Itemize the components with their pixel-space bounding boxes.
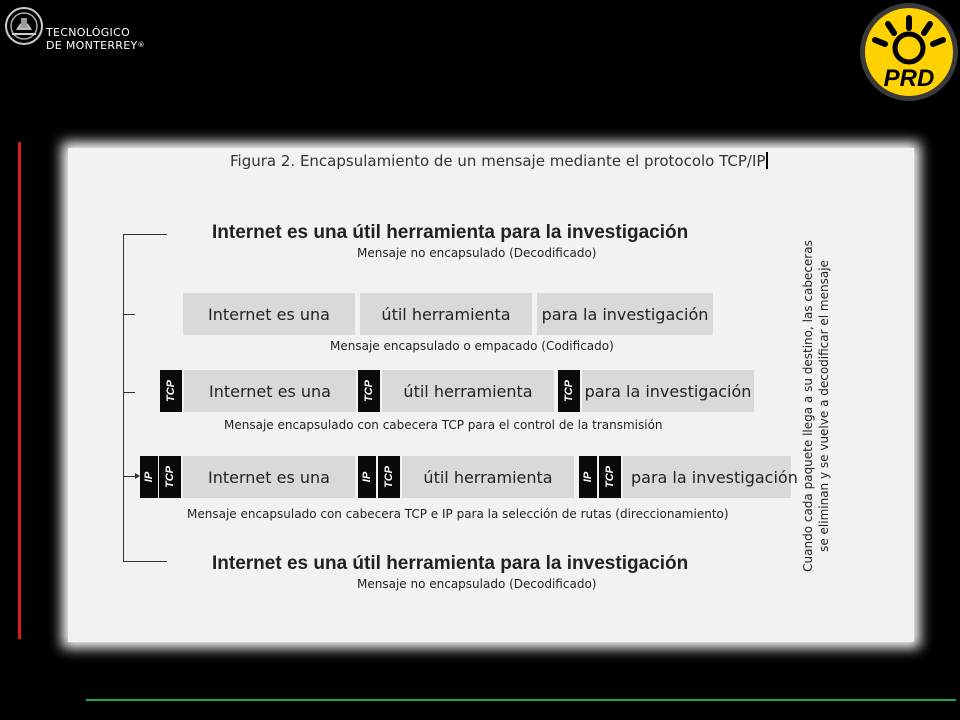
flow-bracket: [123, 234, 124, 561]
caption-tcp: Mensaje encapsulado con cabecera TCP para el control de la transmisión: [224, 418, 663, 432]
tcp-header: TCP: [160, 370, 182, 412]
red-accent-line: [18, 142, 21, 639]
side-note: [794, 234, 838, 578]
caption-ip-tcp: Mensaje encapsulado con cabecera TCP e IP para la selección de rutas (direccionamiento): [187, 507, 729, 521]
ip-header: IP: [579, 456, 597, 498]
ip-tcp-segment-3: para la investigación: [623, 456, 791, 498]
text-cursor: [766, 152, 768, 169]
figure-card: [68, 148, 914, 642]
ip-header: IP: [358, 456, 376, 498]
ip-header: IP: [140, 456, 158, 498]
segment-1: Internet es una: [183, 293, 355, 335]
bracket-tick-arrow: [123, 476, 137, 477]
institution-name: [46, 26, 145, 52]
tcp-header: TCP: [558, 370, 580, 412]
institution-name-line2: DE MONTERREY: [46, 39, 138, 52]
segment-3: para la investigación: [537, 293, 713, 335]
institution-name-line1: TECNOLÓGICO: [46, 26, 131, 39]
registered-mark: ®: [137, 41, 145, 49]
tcp-header: TCP: [159, 456, 181, 498]
figure-title: [230, 152, 768, 170]
bracket-tick: [123, 561, 167, 562]
tec-seal-icon: [4, 4, 50, 50]
tcp-header: TCP: [358, 370, 380, 412]
tcp-header: TCP: [599, 456, 621, 498]
green-accent-line: [86, 699, 956, 701]
bracket-tick: [123, 314, 135, 315]
caption-decoded-top: Mensaje no encapsulado (Decodificado): [357, 246, 597, 260]
segment-2: útil herramienta: [360, 293, 532, 335]
tcp-segment-1: Internet es una: [184, 370, 356, 412]
prd-logo-text: PRD: [883, 65, 935, 92]
prd-sun-icon: [858, 0, 960, 104]
caption-decoded-bottom: Mensaje no encapsulado (Decodificado): [357, 577, 597, 591]
caption-encapsulated: Mensaje encapsulado o empacado (Codificado): [330, 339, 614, 353]
ip-tcp-segment-2: útil herramienta: [402, 456, 574, 498]
message-decoded-bottom: Internet es una útil herramienta para la investigación: [212, 553, 689, 574]
figure-title-text: Figura 2. Encapsulamiento de un mensaje mediante el protocolo TCP/IP: [230, 152, 766, 170]
tcp-segment-3: para la investigación: [582, 370, 754, 412]
bracket-tick: [123, 234, 167, 235]
message-decoded-top: Internet es una útil herramienta para la investigación: [212, 222, 689, 243]
tcp-header: TCP: [378, 456, 400, 498]
bracket-tick: [123, 392, 135, 393]
tcp-segment-2: útil herramienta: [382, 370, 554, 412]
side-note-text: Cuando cada paquete llega a su destino, las cabeceras se eliminan y se vuelve a decodificar el mensaje: [801, 240, 831, 572]
ip-tcp-segment-1: Internet es una: [183, 456, 355, 498]
